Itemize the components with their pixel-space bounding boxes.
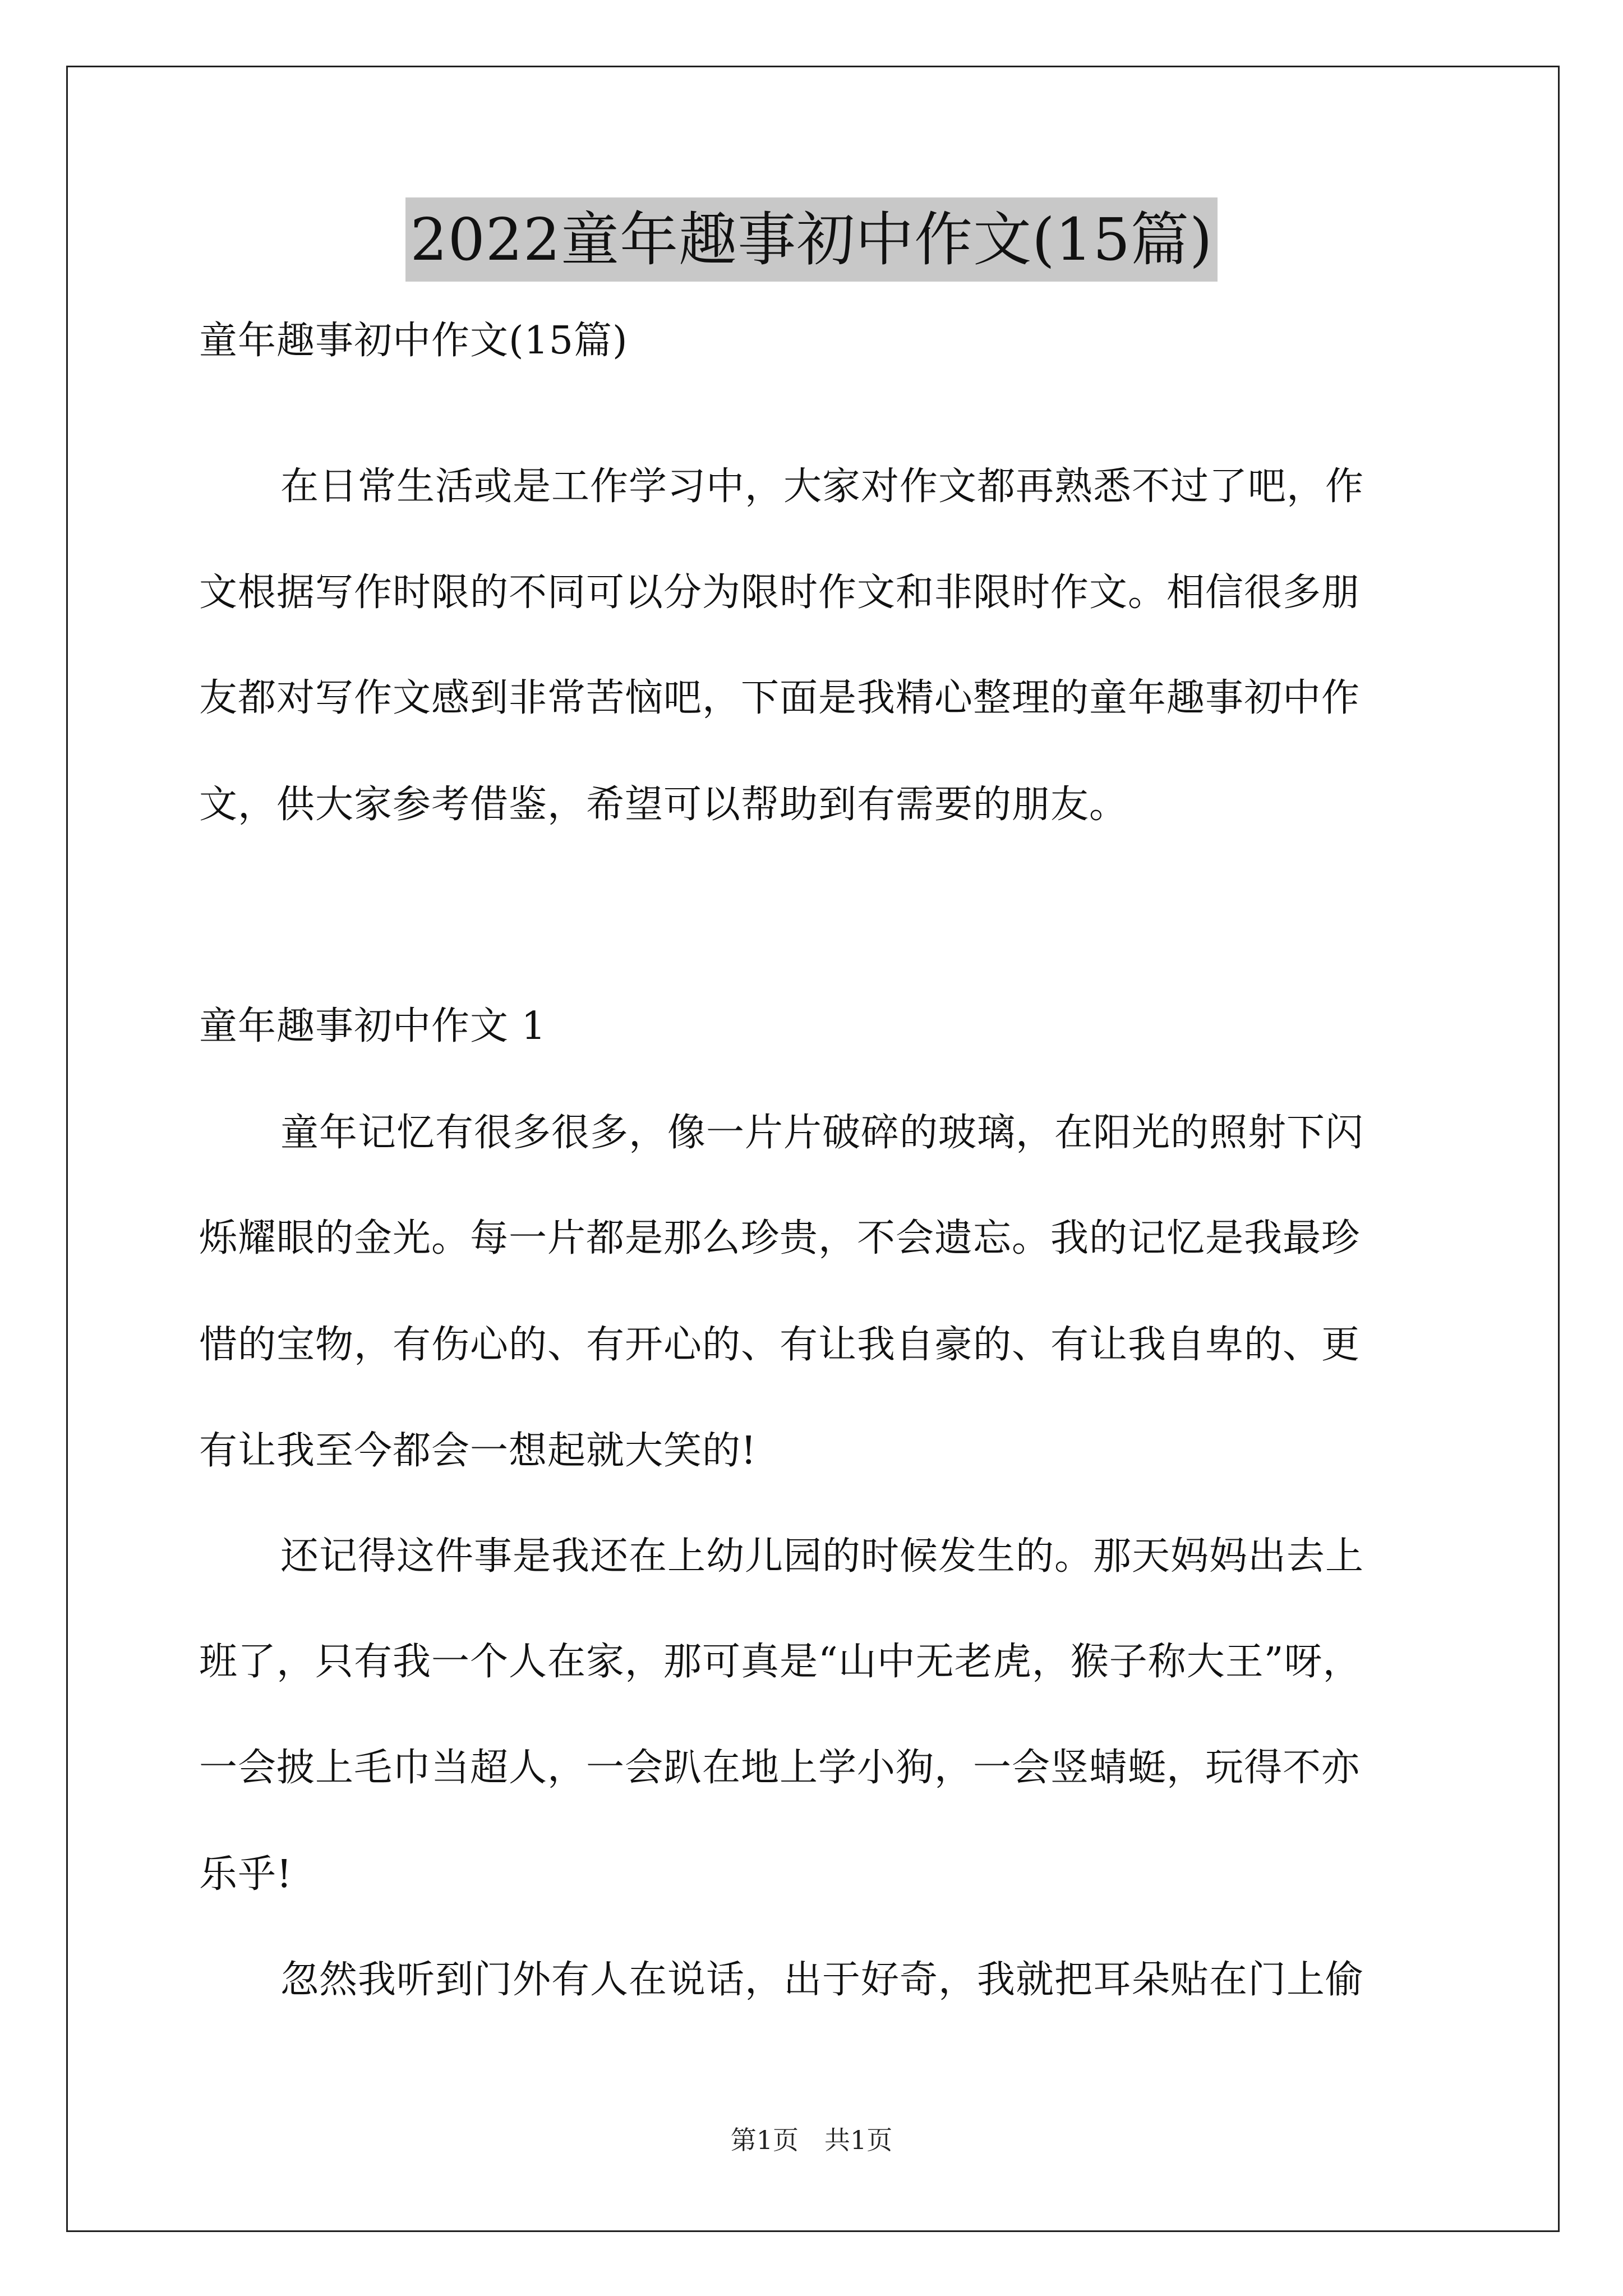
intro-line-3: 友都对写作文感到非常苦恼吧，下面是我精心整理的童年趣事初中作	[199, 676, 1361, 720]
paragraph3-line-1: 忽然我听到门外有人在说话，出于好奇，我就把耳朵贴在门上偷	[280, 1958, 1364, 2002]
paragraph1-line-4: 有让我至今都会一想起就大笑的!	[199, 1429, 757, 1473]
paragraph2-line-4: 乐乎!	[199, 1852, 293, 1897]
title-container	[0, 197, 1623, 282]
paragraph2-line-3: 一会披上毛巾当超人，一会趴在地上学小狗，一会竖蜻蜓，玩得不亦	[199, 1746, 1361, 1790]
paragraph2-line-2: 班了，只有我一个人在家，那可真是“山中无老虎，猴子称大王”呀，	[199, 1640, 1362, 1684]
intro-line-4: 文，供大家参考借鉴，希望可以帮助到有需要的朋友。	[199, 783, 1128, 827]
intro-line-1: 在日常生活或是工作学习中，大家对作文都再熟悉不过了吧，作	[280, 464, 1364, 509]
paragraph1-line-2: 烁耀眼的金光。每一片都是那么珍贵，不会遗忘。我的记忆是我最珍	[199, 1216, 1361, 1260]
section-heading: 童年趣事初中作文 1	[199, 1004, 546, 1048]
paragraph2-line-1: 还记得这件事是我还在上幼儿园的时候发生的。那天妈妈出去上	[280, 1534, 1364, 1579]
document-title: 2022童年趣事初中作文(15篇)	[405, 197, 1217, 282]
page-footer: 第1页 共1页	[730, 2125, 893, 2155]
paragraph1-line-1: 童年记忆有很多很多，像一片片破碎的玻璃，在阳光的照射下闪	[280, 1111, 1364, 1155]
subtitle: 童年趣事初中作文(15篇)	[199, 319, 628, 363]
paragraph1-line-3: 惜的宝物，有伤心的、有开心的、有让我自豪的、有让我自卑的、更	[199, 1323, 1361, 1367]
intro-line-2: 文根据写作时限的不同可以分为限时作文和非限时作文。相信很多朋	[199, 570, 1361, 615]
